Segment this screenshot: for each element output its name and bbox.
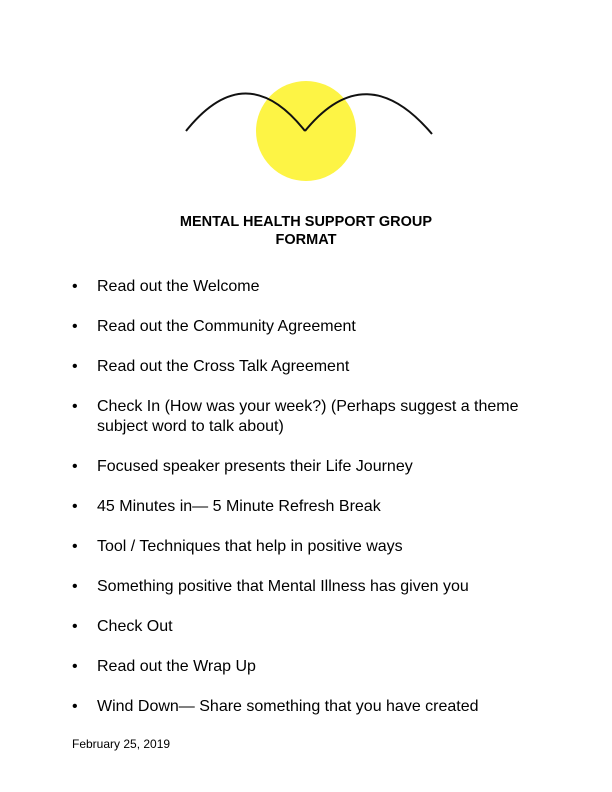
bullet: •	[72, 618, 78, 635]
bullet: •	[72, 498, 78, 515]
list-item-text: 45 Minutes in— 5 Minute Refresh Break	[97, 498, 381, 515]
list-item-text: Check Out	[97, 618, 173, 635]
page-subtitle: FORMAT	[275, 232, 337, 248]
bullet: •	[72, 318, 78, 335]
bullet: •	[72, 578, 78, 595]
bullet: •	[72, 398, 78, 415]
bullet: •	[72, 278, 78, 295]
page-title: MENTAL HEALTH SUPPORT GROUP	[179, 214, 433, 230]
list-item-text: Focused speaker presents their Life Journey	[97, 458, 413, 475]
bullet: •	[72, 458, 78, 475]
footer-date: February 25, 2019	[72, 737, 171, 751]
list-item-text: Read out the Wrap Up	[97, 658, 256, 675]
bullet: •	[72, 358, 78, 375]
bullet: •	[72, 698, 78, 715]
bullet: •	[72, 658, 78, 675]
list-item-text: Read out the Community Agreement	[97, 318, 356, 335]
list-item-text: Wind Down— Share something that you have created	[97, 698, 479, 715]
list-item-text: Read out the Welcome	[97, 278, 260, 295]
list-item-text: Something positive that Mental Illness has given you	[97, 578, 469, 595]
bullet: •	[72, 538, 78, 555]
list-item-text: Read out the Cross Talk Agreement	[97, 358, 350, 375]
list-item-text: Check In (How was your week?) (Perhaps suggest a theme subject word to talk about)	[97, 398, 519, 435]
list-item-text: Tool / Techniques that help in positive ways	[97, 538, 403, 555]
